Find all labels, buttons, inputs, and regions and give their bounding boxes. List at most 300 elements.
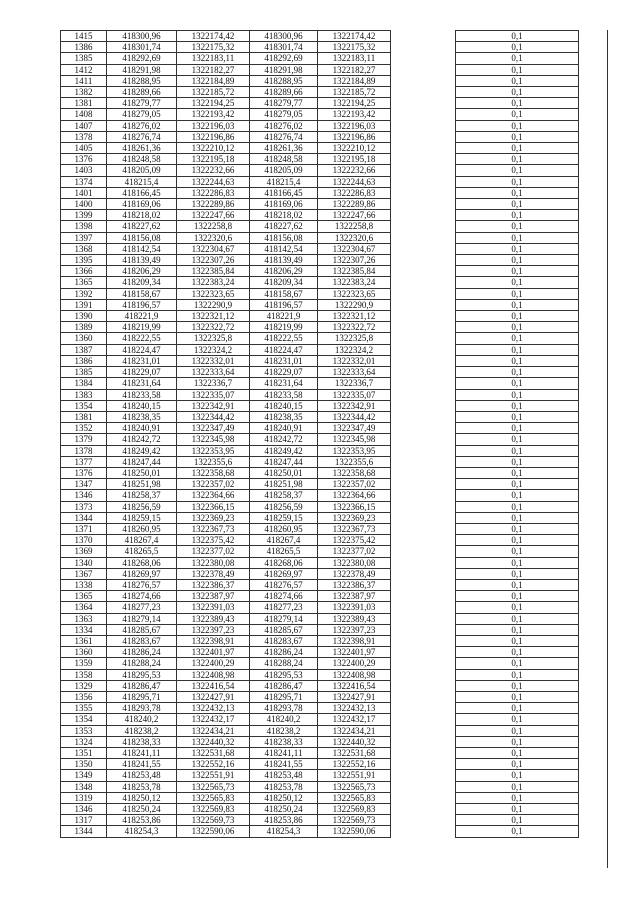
y-before-cell: 1322551,91 xyxy=(177,770,250,781)
x-after-cell: 418227,62 xyxy=(250,221,318,232)
x-before-cell: 418267,4 xyxy=(107,535,177,546)
y-after-cell: 1322289,86 xyxy=(318,199,391,210)
table-row xyxy=(61,490,579,501)
y-before-cell: 1322401,97 xyxy=(177,647,250,658)
x-after-cell: 418229,07 xyxy=(250,367,318,378)
y-before-cell: 1322569,73 xyxy=(177,815,250,826)
point-number-cell: 1350 xyxy=(61,759,107,770)
y-after-cell: 1322210,12 xyxy=(318,143,391,154)
x-before-cell: 418251,98 xyxy=(107,479,177,490)
table-row xyxy=(61,411,579,422)
x-before-cell: 418229,07 xyxy=(107,367,177,378)
tolerance-cell: 0,1 xyxy=(456,288,579,299)
spacer-cell xyxy=(391,232,456,243)
point-number-cell: 1347 xyxy=(61,479,107,490)
y-after-cell: 1322386,37 xyxy=(318,579,391,590)
x-before-cell: 418295,71 xyxy=(107,691,177,702)
x-after-cell: 418279,05 xyxy=(250,109,318,120)
x-after-cell: 418286,47 xyxy=(250,680,318,691)
point-number-cell: 1340 xyxy=(61,557,107,568)
point-number-cell: 1354 xyxy=(61,714,107,725)
tolerance-cell: 0,1 xyxy=(456,792,579,803)
spacer-cell xyxy=(391,445,456,456)
y-before-cell: 1322232,66 xyxy=(177,165,250,176)
table-row xyxy=(61,658,579,669)
x-after-cell: 418242,72 xyxy=(250,434,318,445)
y-after-cell: 1322387,97 xyxy=(318,591,391,602)
point-number-cell: 1344 xyxy=(61,826,107,837)
y-before-cell: 1322290,9 xyxy=(177,299,250,310)
table-row xyxy=(61,568,579,579)
point-number-cell: 1346 xyxy=(61,804,107,815)
y-after-cell: 1322377,02 xyxy=(318,546,391,557)
coordinates-table xyxy=(60,30,579,838)
x-after-cell: 418241,11 xyxy=(250,748,318,759)
spacer-cell xyxy=(391,42,456,53)
spacer-cell xyxy=(391,243,456,254)
y-before-cell: 1322569,83 xyxy=(177,804,250,815)
tolerance-cell: 0,1 xyxy=(456,98,579,109)
table-row xyxy=(61,423,579,434)
tolerance-cell: 0,1 xyxy=(456,736,579,747)
y-before-cell: 1322369,23 xyxy=(177,512,250,523)
spacer-cell xyxy=(391,266,456,277)
table-row xyxy=(61,165,579,176)
x-after-cell: 418240,91 xyxy=(250,423,318,434)
table-row xyxy=(61,501,579,512)
y-before-cell: 1322432,17 xyxy=(177,714,250,725)
x-before-cell: 418250,12 xyxy=(107,792,177,803)
table-row xyxy=(61,445,579,456)
x-before-cell: 418238,2 xyxy=(107,725,177,736)
table-row xyxy=(61,479,579,490)
point-number-cell: 1400 xyxy=(61,199,107,210)
point-number-cell: 1346 xyxy=(61,490,107,501)
table-row xyxy=(61,221,579,232)
table-row xyxy=(61,759,579,770)
table-row xyxy=(61,367,579,378)
spacer-cell xyxy=(391,98,456,109)
tolerance-cell: 0,1 xyxy=(456,411,579,422)
y-before-cell: 1322378,49 xyxy=(177,568,250,579)
y-before-cell: 1322432,13 xyxy=(177,703,250,714)
table-row xyxy=(61,187,579,198)
y-after-cell: 1322286,83 xyxy=(318,187,391,198)
spacer-cell xyxy=(391,210,456,221)
spacer-cell xyxy=(391,64,456,75)
y-before-cell: 1322398,91 xyxy=(177,635,250,646)
tolerance-cell: 0,1 xyxy=(456,299,579,310)
spacer-cell xyxy=(391,109,456,120)
tolerance-cell: 0,1 xyxy=(456,748,579,759)
spacer-cell xyxy=(391,367,456,378)
right-margin-line xyxy=(607,30,608,868)
y-after-cell: 1322385,84 xyxy=(318,266,391,277)
x-before-cell: 418139,49 xyxy=(107,255,177,266)
x-before-cell: 418279,77 xyxy=(107,98,177,109)
y-before-cell: 1322353,95 xyxy=(177,445,250,456)
x-before-cell: 418222,55 xyxy=(107,333,177,344)
y-after-cell: 1322193,42 xyxy=(318,109,391,120)
x-before-cell: 418291,98 xyxy=(107,64,177,75)
y-before-cell: 1322531,68 xyxy=(177,748,250,759)
y-before-cell: 1322194,25 xyxy=(177,98,250,109)
x-after-cell: 418215,4 xyxy=(250,176,318,187)
y-before-cell: 1322196,86 xyxy=(177,131,250,142)
table-row xyxy=(61,546,579,557)
point-number-cell: 1374 xyxy=(61,176,107,187)
y-after-cell: 1322398,91 xyxy=(318,635,391,646)
x-after-cell: 418274,66 xyxy=(250,591,318,602)
y-after-cell: 1322551,91 xyxy=(318,770,391,781)
spacer-cell xyxy=(391,120,456,131)
x-after-cell: 418267,4 xyxy=(250,535,318,546)
y-before-cell: 1322333,64 xyxy=(177,367,250,378)
spacer-cell xyxy=(391,557,456,568)
y-after-cell: 1322400,29 xyxy=(318,658,391,669)
y-after-cell: 1322569,83 xyxy=(318,804,391,815)
x-before-cell: 418156,08 xyxy=(107,232,177,243)
x-before-cell: 418206,29 xyxy=(107,266,177,277)
y-before-cell: 1322289,86 xyxy=(177,199,250,210)
spacer-cell xyxy=(391,311,456,322)
y-before-cell: 1322389,43 xyxy=(177,613,250,624)
y-after-cell: 1322397,23 xyxy=(318,624,391,635)
spacer-cell xyxy=(391,187,456,198)
spacer-cell xyxy=(391,322,456,333)
point-number-cell: 1338 xyxy=(61,579,107,590)
spacer-cell xyxy=(391,579,456,590)
spacer-cell xyxy=(391,568,456,579)
tolerance-cell: 0,1 xyxy=(456,714,579,725)
point-number-cell: 1371 xyxy=(61,523,107,534)
x-before-cell: 418247,44 xyxy=(107,456,177,467)
spacer-cell xyxy=(391,355,456,366)
y-after-cell: 1322342,91 xyxy=(318,400,391,411)
y-after-cell: 1322195,18 xyxy=(318,154,391,165)
table-row xyxy=(61,389,579,400)
x-after-cell: 418209,34 xyxy=(250,277,318,288)
spacer-cell xyxy=(391,456,456,467)
y-before-cell: 1322247,66 xyxy=(177,210,250,221)
tolerance-cell: 0,1 xyxy=(456,680,579,691)
table-row xyxy=(61,512,579,523)
y-after-cell: 1322383,24 xyxy=(318,277,391,288)
y-after-cell: 1322322,72 xyxy=(318,322,391,333)
y-before-cell: 1322380,08 xyxy=(177,557,250,568)
tolerance-cell: 0,1 xyxy=(456,210,579,221)
y-before-cell: 1322175,32 xyxy=(177,42,250,53)
x-after-cell: 418293,78 xyxy=(250,703,318,714)
y-after-cell: 1322321,12 xyxy=(318,311,391,322)
y-after-cell: 1322335,07 xyxy=(318,389,391,400)
tolerance-cell: 0,1 xyxy=(456,781,579,792)
spacer-cell xyxy=(391,389,456,400)
spacer-cell xyxy=(391,535,456,546)
x-after-cell: 418258,37 xyxy=(250,490,318,501)
x-after-cell: 418253,86 xyxy=(250,815,318,826)
tolerance-cell: 0,1 xyxy=(456,389,579,400)
y-before-cell: 1322391,03 xyxy=(177,602,250,613)
x-after-cell: 418251,98 xyxy=(250,479,318,490)
point-number-cell: 1381 xyxy=(61,98,107,109)
spacer-cell xyxy=(391,299,456,310)
tolerance-cell: 0,1 xyxy=(456,355,579,366)
tolerance-cell: 0,1 xyxy=(456,523,579,534)
y-before-cell: 1322321,12 xyxy=(177,311,250,322)
y-before-cell: 1322358,68 xyxy=(177,467,250,478)
x-after-cell: 418260,95 xyxy=(250,523,318,534)
table-row xyxy=(61,53,579,64)
x-after-cell: 418288,95 xyxy=(250,75,318,86)
tolerance-cell: 0,1 xyxy=(456,131,579,142)
tolerance-cell: 0,1 xyxy=(456,243,579,254)
x-after-cell: 418249,42 xyxy=(250,445,318,456)
table-row xyxy=(61,299,579,310)
y-before-cell: 1322440,32 xyxy=(177,736,250,747)
spacer-cell xyxy=(391,602,456,613)
y-before-cell: 1322174,42 xyxy=(177,31,250,42)
x-after-cell: 418283,67 xyxy=(250,635,318,646)
y-after-cell: 1322353,95 xyxy=(318,445,391,456)
point-number-cell: 1364 xyxy=(61,602,107,613)
x-after-cell: 418238,2 xyxy=(250,725,318,736)
spacer-cell xyxy=(391,479,456,490)
x-before-cell: 418250,24 xyxy=(107,804,177,815)
y-after-cell: 1322366,15 xyxy=(318,501,391,512)
tolerance-cell: 0,1 xyxy=(456,591,579,602)
y-before-cell: 1322196,03 xyxy=(177,120,250,131)
spacer-cell xyxy=(391,154,456,165)
y-before-cell: 1322244,63 xyxy=(177,176,250,187)
x-before-cell: 418250,01 xyxy=(107,467,177,478)
y-after-cell: 1322320,6 xyxy=(318,232,391,243)
y-before-cell: 1322366,15 xyxy=(177,501,250,512)
spacer-cell xyxy=(391,423,456,434)
x-before-cell: 418292,69 xyxy=(107,53,177,64)
point-number-cell: 1397 xyxy=(61,232,107,243)
y-before-cell: 1322385,84 xyxy=(177,266,250,277)
x-after-cell: 418169,06 xyxy=(250,199,318,210)
x-after-cell: 418269,97 xyxy=(250,568,318,579)
tolerance-cell: 0,1 xyxy=(456,143,579,154)
table-row xyxy=(61,344,579,355)
y-before-cell: 1322324,2 xyxy=(177,344,250,355)
table-row xyxy=(61,42,579,53)
x-after-cell: 418259,15 xyxy=(250,512,318,523)
table-row xyxy=(61,815,579,826)
y-after-cell: 1322307,26 xyxy=(318,255,391,266)
y-after-cell: 1322358,68 xyxy=(318,467,391,478)
tolerance-cell: 0,1 xyxy=(456,467,579,478)
y-before-cell: 1322320,6 xyxy=(177,232,250,243)
tolerance-cell: 0,1 xyxy=(456,42,579,53)
spacer-cell xyxy=(391,434,456,445)
x-before-cell: 418221,9 xyxy=(107,311,177,322)
table-row xyxy=(61,456,579,467)
y-after-cell: 1322175,32 xyxy=(318,42,391,53)
point-number-cell: 1386 xyxy=(61,42,107,53)
x-after-cell: 418248,58 xyxy=(250,154,318,165)
x-before-cell: 418261,36 xyxy=(107,143,177,154)
x-after-cell: 418218,02 xyxy=(250,210,318,221)
y-after-cell: 1322182,27 xyxy=(318,64,391,75)
x-after-cell: 418205,09 xyxy=(250,165,318,176)
x-before-cell: 418158,67 xyxy=(107,288,177,299)
y-before-cell: 1322355,6 xyxy=(177,456,250,467)
spacer-cell xyxy=(391,613,456,624)
table-row xyxy=(61,232,579,243)
x-before-cell: 418238,35 xyxy=(107,411,177,422)
tolerance-cell: 0,1 xyxy=(456,602,579,613)
x-before-cell: 418289,66 xyxy=(107,87,177,98)
point-number-cell: 1317 xyxy=(61,815,107,826)
x-before-cell: 418241,11 xyxy=(107,748,177,759)
point-number-cell: 1408 xyxy=(61,109,107,120)
y-after-cell: 1322332,01 xyxy=(318,355,391,366)
y-after-cell: 1322565,83 xyxy=(318,792,391,803)
x-after-cell: 418295,71 xyxy=(250,691,318,702)
tolerance-cell: 0,1 xyxy=(456,725,579,736)
spacer-cell xyxy=(391,53,456,64)
x-after-cell: 418253,78 xyxy=(250,781,318,792)
x-before-cell: 418274,66 xyxy=(107,591,177,602)
y-before-cell: 1322322,72 xyxy=(177,322,250,333)
point-number-cell: 1360 xyxy=(61,333,107,344)
x-after-cell: 418250,12 xyxy=(250,792,318,803)
y-before-cell: 1322185,72 xyxy=(177,87,250,98)
point-number-cell: 1376 xyxy=(61,154,107,165)
table-row xyxy=(61,669,579,680)
table-row xyxy=(61,535,579,546)
spacer-cell xyxy=(391,647,456,658)
y-before-cell: 1322336,7 xyxy=(177,378,250,389)
y-before-cell: 1322258,8 xyxy=(177,221,250,232)
tolerance-cell: 0,1 xyxy=(456,333,579,344)
tolerance-cell: 0,1 xyxy=(456,176,579,187)
y-after-cell: 1322333,64 xyxy=(318,367,391,378)
y-after-cell: 1322378,49 xyxy=(318,568,391,579)
x-after-cell: 418240,2 xyxy=(250,714,318,725)
y-after-cell: 1322185,72 xyxy=(318,87,391,98)
x-before-cell: 418285,67 xyxy=(107,624,177,635)
tolerance-cell: 0,1 xyxy=(456,221,579,232)
spacer-cell xyxy=(391,748,456,759)
point-number-cell: 1403 xyxy=(61,165,107,176)
y-after-cell: 1322389,43 xyxy=(318,613,391,624)
table-row xyxy=(61,703,579,714)
tolerance-cell: 0,1 xyxy=(456,187,579,198)
x-after-cell: 418196,57 xyxy=(250,299,318,310)
tolerance-cell: 0,1 xyxy=(456,120,579,131)
table-row xyxy=(61,691,579,702)
tolerance-cell: 0,1 xyxy=(456,501,579,512)
tolerance-cell: 0,1 xyxy=(456,703,579,714)
tolerance-cell: 0,1 xyxy=(456,826,579,837)
tolerance-cell: 0,1 xyxy=(456,400,579,411)
point-number-cell: 1373 xyxy=(61,501,107,512)
y-before-cell: 1322386,37 xyxy=(177,579,250,590)
tolerance-cell: 0,1 xyxy=(456,647,579,658)
x-after-cell: 418276,02 xyxy=(250,120,318,131)
y-after-cell: 1322391,03 xyxy=(318,602,391,613)
point-number-cell: 1378 xyxy=(61,131,107,142)
point-number-cell: 1365 xyxy=(61,591,107,602)
point-number-cell: 1399 xyxy=(61,210,107,221)
point-number-cell: 1361 xyxy=(61,635,107,646)
table-row xyxy=(61,210,579,221)
x-after-cell: 418268,06 xyxy=(250,557,318,568)
y-after-cell: 1322232,66 xyxy=(318,165,391,176)
x-before-cell: 418209,34 xyxy=(107,277,177,288)
x-after-cell: 418231,64 xyxy=(250,378,318,389)
x-after-cell: 418295,53 xyxy=(250,669,318,680)
spacer-cell xyxy=(391,804,456,815)
y-after-cell: 1322375,42 xyxy=(318,535,391,546)
x-before-cell: 418248,58 xyxy=(107,154,177,165)
tolerance-cell: 0,1 xyxy=(456,613,579,624)
x-before-cell: 418240,15 xyxy=(107,400,177,411)
x-after-cell: 418265,5 xyxy=(250,546,318,557)
point-number-cell: 1389 xyxy=(61,322,107,333)
tolerance-cell: 0,1 xyxy=(456,367,579,378)
x-after-cell: 418256,59 xyxy=(250,501,318,512)
y-before-cell: 1322565,73 xyxy=(177,781,250,792)
x-after-cell: 418222,55 xyxy=(250,333,318,344)
x-after-cell: 418250,01 xyxy=(250,467,318,478)
x-after-cell: 418279,77 xyxy=(250,98,318,109)
y-after-cell: 1322434,21 xyxy=(318,725,391,736)
point-number-cell: 1353 xyxy=(61,725,107,736)
x-after-cell: 418285,67 xyxy=(250,624,318,635)
table-row xyxy=(61,602,579,613)
y-after-cell: 1322344,42 xyxy=(318,411,391,422)
x-before-cell: 418215,4 xyxy=(107,176,177,187)
tolerance-cell: 0,1 xyxy=(456,322,579,333)
x-before-cell: 418249,42 xyxy=(107,445,177,456)
point-number-cell: 1354 xyxy=(61,400,107,411)
table-row xyxy=(61,792,579,803)
table-row xyxy=(61,333,579,344)
table-row xyxy=(61,624,579,635)
y-after-cell: 1322196,86 xyxy=(318,131,391,142)
point-number-cell: 1405 xyxy=(61,143,107,154)
x-before-cell: 418205,09 xyxy=(107,165,177,176)
spacer-cell xyxy=(391,400,456,411)
table-row xyxy=(61,579,579,590)
y-before-cell: 1322377,02 xyxy=(177,546,250,557)
x-after-cell: 418158,67 xyxy=(250,288,318,299)
point-number-cell: 1386 xyxy=(61,355,107,366)
y-after-cell: 1322290,9 xyxy=(318,299,391,310)
x-before-cell: 418276,57 xyxy=(107,579,177,590)
y-before-cell: 1322335,07 xyxy=(177,389,250,400)
y-before-cell: 1322325,8 xyxy=(177,333,250,344)
y-before-cell: 1322364,66 xyxy=(177,490,250,501)
x-after-cell: 418279,14 xyxy=(250,613,318,624)
table-row xyxy=(61,826,579,837)
table-row xyxy=(61,736,579,747)
x-before-cell: 418295,53 xyxy=(107,669,177,680)
spacer-cell xyxy=(391,75,456,86)
table-row xyxy=(61,277,579,288)
spacer-cell xyxy=(391,591,456,602)
x-after-cell: 418301,74 xyxy=(250,42,318,53)
y-before-cell: 1322344,42 xyxy=(177,411,250,422)
x-after-cell: 418238,35 xyxy=(250,411,318,422)
table-row xyxy=(61,87,579,98)
point-number-cell: 1376 xyxy=(61,467,107,478)
